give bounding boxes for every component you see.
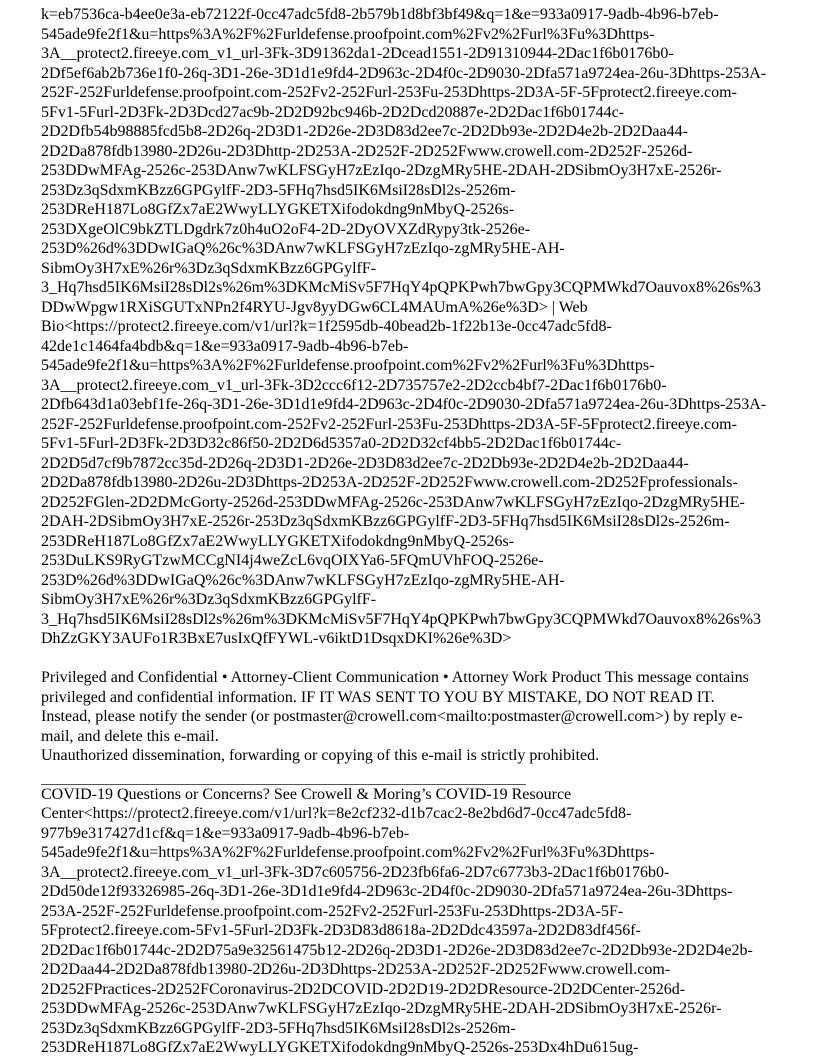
- link-text-line[interactable]: 253DReH187Lo8GfZx7aE2WwyLLYGKETXifodokdng9nMbyQ-2526s-: [41, 532, 514, 550]
- spacer: [41, 649, 766, 669]
- link-text-line[interactable]: 545ade9fe2f1&u=https%3A%2F%2Furldefense.proofpoint.com%2Fv2%2Furl%3Fu%3Dhttps-: [41, 25, 655, 43]
- email-document: [41, 5, 766, 1058]
- link-text-line[interactable]: 2D2Da878fdb13980-2D26u-2D3Dhttp-2D253A-2D252F-2D252Fwww.crowell.com-2D252F-2526d-: [41, 142, 693, 160]
- link-text-line[interactable]: DDwWpgw1RXiSGUTxNPn2f4RYU-Jgv8yyDGw6CL4MAUmA%26e%3D> | Web: [41, 298, 588, 316]
- covid-text-line[interactable]: 253A-252F-252Furldefense.proofpoint.com-252Fv2-252Furl-253Fu-253Dhttps-2D3A-5F-: [41, 902, 624, 920]
- covid-text-line[interactable]: 2D2Dac1f6b01744c-2D2D75a9e32561475b12-2D26q-2D3D1-2D26e-2D3D83d2ee7c-2D2Db93e-2D2D4e2b-: [41, 941, 753, 959]
- link-text-line[interactable]: 545ade9fe2f1&u=https%3A%2F%2Furldefense.proofpoint.com%2Fv2%2Furl%3Fu%3Dhttps-: [41, 357, 655, 374]
- covid-text-line[interactable]: 545ade9fe2f1&u=https%3A%2F%2Furldefense.proofpoint.com%2Fv2%2Furl%3Fu%3Dhttps-: [41, 844, 655, 861]
- link-text-line[interactable]: 3A__protect2.fireeye.com_v1_url-3Fk-3D2ccc6f12-2D735757e2-2D2ccb4bf7-2Dac1f6b0176b0-: [41, 376, 667, 394]
- link-text-line[interactable]: 253D%26d%3DDwIGaQ%26c%3DAnw7wKLFSGyH7zEzIqo-zgMRy5HE-AH-: [41, 571, 565, 589]
- confidentiality-notice: [41, 668, 766, 766]
- covid-text-line[interactable]: 2D2Daa44-2D2Da878fdb13980-2D26u-2D3Dhttps-2D253A-2D252F-2D252Fwww.crowell.com-: [41, 961, 671, 978]
- link-text-line[interactable]: 3A__protect2.fireeye.com_v1_url-3Fk-3D91362da1-2Dcead1551-2D91310944-2Dac1f6b0176b0-: [41, 45, 674, 62]
- covid-text-line[interactable]: 253DDwMFAg-2526c-253DAnw7wKLFSGyH7zEzIqo-2DzgMRy5HE-2DAH-2DSibmOy3H7xE-2526r-: [41, 1000, 722, 1017]
- covid-text-line[interactable]: 253Dz3qSdxmKBzz6GPGylfF-2D3-5FHq7hsd5IK6MsiI28sDl2s-2526m-: [41, 1019, 516, 1037]
- notice-text-line: Instead, please notify the sender (or postmaster@crowell.com<mailto:postmaster@crowell.com>) by reply e-: [41, 708, 743, 725]
- link-text-line[interactable]: 252F-252Furldefense.proofpoint.com-252Fv2-252Furl-253Fu-253Dhttps-2D3A-5F-5Fprotect2.fireeye.com-: [41, 415, 737, 433]
- link-text-line[interactable]: SibmOy3H7xE%26r%3Dz3qSdxmKBzz6GPGylfF-: [41, 591, 377, 608]
- covid-text-line[interactable]: 977b9e317427d1cf&q=1&e=933a0917-9adb-4b96-b7eb-: [41, 824, 410, 842]
- link-text-line[interactable]: 253DXgeOlC9bkZTLDgdrk7z0h4uO2oF4-2D-2DyOVXZdRypy3tk-2526e-: [41, 220, 531, 238]
- link-text-line[interactable]: 253DuLKS9RyGTzwMCCgNI4j4weZcL6vqOIXYa6-5FQmUVhFOQ-2526e-: [41, 552, 544, 569]
- link-text-line[interactable]: SibmOy3H7xE%26r%3Dz3qSdxmKBzz6GPGylfF-: [41, 259, 377, 277]
- notice-text-line: mail, and delete this e-mail.: [41, 727, 219, 745]
- notice-text-line: privileged and confidential information. IF IT WAS SENT TO YOU BY MISTAKE, DO NOT READ IT.: [41, 688, 715, 706]
- link-text-line[interactable]: 5Fv1-5Furl-2D3Fk-2D3D32c86f50-2D2D6d5357a0-2D2D32cf4bb5-2D2Dac1f6b01744c-: [41, 435, 622, 452]
- notice-text-line: Unauthorized dissemination, forwarding or copying of this e-mail is strictly prohibited.: [41, 747, 600, 764]
- link-text-line[interactable]: 3_Hq7hsd5IK6MsiI28sDl2s%26m%3DKMcMiSv5F7HqY4pQPKPwh7bwGpy3CQPMWkd7Oauvox8%26s%3: [41, 279, 762, 296]
- link-text-line[interactable]: k=eb7536ca-b4ee0e3a-eb72122f-0cc47adc5fd8-2b579b1d8bf3bf49&q=1&e=933a0917-9adb-4b96-b7eb-: [41, 6, 719, 23]
- covid-text-line[interactable]: 253DReH187Lo8GfZx7aE2WwyLLYGKETXifodokdng9nMbyQ-2526s-253Dx4hDu615ug-: [41, 1039, 639, 1056]
- link-text-line[interactable]: Bio<https://protect2.fireeye.com/v1/url?k=1f2595db-40bead2b-1f22b13e-0cc47adc5fd8-: [41, 318, 612, 335]
- covid-text-line[interactable]: COVID-19 Questions or Concerns? See Crowell & Moring’s COVID-19 Resource: [41, 785, 572, 803]
- link-text-line[interactable]: 2Df5ef6ab2b736e1f0-26q-3D1-26e-3D1d1e9fd4-2D963c-2D4f0c-2D9030-2Dfa571a9724ea-26u-3Dhttps-253A-: [41, 64, 767, 82]
- link-text-line[interactable]: 252F-252Furldefense.proofpoint.com-252Fv2-252Furl-253Fu-253Dhttps-2D3A-5F-5Fprotect2.fireeye.com-: [41, 84, 737, 101]
- link-text-line[interactable]: 2Dfb643d1a03ebf1fe-26q-3D1-26e-3D1d1e9fd4-2D963c-2D4f0c-2D9030-2Dfa571a9724ea-26u-3Dhttps-253A-: [41, 396, 767, 413]
- link-text-line[interactable]: 42de1c1464fa4bdb&q=1&e=933a0917-9adb-4b96-b7eb-: [41, 337, 409, 355]
- covid-text-line[interactable]: 3A__protect2.fireeye.com_v1_url-3Fk-3D7c605756-2D23fb6fa6-2D7c6773b3-2Dac1f6b0176b0-: [41, 863, 670, 881]
- covid-text-line[interactable]: 2D252FPractices-2D252FCoronavirus-2D2DCOVID-2D2D19-2D2DResource-2D2DCenter-2526d-: [41, 980, 686, 998]
- covid-text-line[interactable]: Center<https://protect2.fireeye.com/v1/url?k=8e2cf232-d1b7cac2-8e2bd6d7-0cc47adc5fd8-: [41, 805, 632, 822]
- notice-text-line: Privileged and Confidential • Attorney-Client Communication • Attorney Work Product This message contains: [41, 669, 749, 686]
- link-text-line[interactable]: 2D2Da878fdb13980-2D26u-2D3Dhttps-2D253A-2D252F-2D252Fwww.crowell.com-2D252Fprofessionals-: [41, 474, 738, 491]
- link-text-line[interactable]: 253D%26d%3DDwIGaQ%26c%3DAnw7wKLFSGyH7zEzIqo-zgMRy5HE-AH-: [41, 240, 565, 257]
- link-text-line[interactable]: DhZzGKY3AUFo1R3BxE7usIxQfFYWL-v6iktD1DsqxDKI%26e%3D>: [41, 630, 512, 647]
- link-text-line[interactable]: 253DReH187Lo8GfZx7aE2WwyLLYGKETXifodokdng9nMbyQ-2526s-: [41, 201, 514, 218]
- link-text-line[interactable]: 5Fv1-5Furl-2D3Fk-2D3Dcd27ac9b-2D2D92bc946b-2D2Dcd20887e-2D2Dac1f6b01744c-: [41, 103, 624, 121]
- link-text-line[interactable]: 253Dz3qSdxmKBzz6GPGylfF-2D3-5FHq7hsd5IK6MsiI28sDl2s-2526m-: [41, 181, 516, 199]
- link-text-line[interactable]: 3_Hq7hsd5IK6MsiI28sDl2s%26m%3DKMcMiSv5F7HqY4pQPKPwh7bwGpy3CQPMWkd7Oauvox8%26s%3: [41, 610, 762, 628]
- covid-resource-block: [41, 785, 766, 1058]
- link-text-line[interactable]: 2D2Dfb54b98885fcd5b8-2D26q-2D3D1-2D26e-2D3D83d2ee7c-2D2Db93e-2D2D4e2b-2D2Daa44-: [41, 123, 688, 140]
- link-text-line[interactable]: 2D252FGlen-2D2DMcGorty-2526d-253DDwMFAg-2526c-253DAnw7wKLFSGyH7zEzIqo-2DzgMRy5HE-: [41, 493, 745, 511]
- link-text-line[interactable]: 253DDwMFAg-2526c-253DAnw7wKLFSGyH7zEzIqo-2DzgMRy5HE-2DAH-2DSibmOy3H7xE-2526r-: [41, 162, 722, 179]
- link-text-line[interactable]: 2DAH-2DSibmOy3H7xE-2526r-253Dz3qSdxmKBzz6GPGylfF-2D3-5FHq7hsd5IK6MsiI28sDl2s-2526m-: [41, 513, 730, 530]
- links-block: [41, 5, 766, 649]
- link-text-line[interactable]: 2D2D5d7cf9b7872cc35d-2D26q-2D3D1-2D26e-2D3D83d2ee7c-2D2Db93e-2D2D4e2b-2D2Daa44-: [41, 454, 689, 472]
- covid-text-line[interactable]: 2Dd50de12f93326985-26q-3D1-26e-3D1d1e9fd4-2D963c-2D4f0c-2D9030-2Dfa571a9724ea-26u-3Dhttps-: [41, 883, 733, 900]
- covid-text-line[interactable]: 5Fprotect2.fireeye.com-5Fv1-5Furl-2D3Fk-2D3D83d8618a-2D2Ddc43597a-2D2D83df456f-: [41, 922, 641, 939]
